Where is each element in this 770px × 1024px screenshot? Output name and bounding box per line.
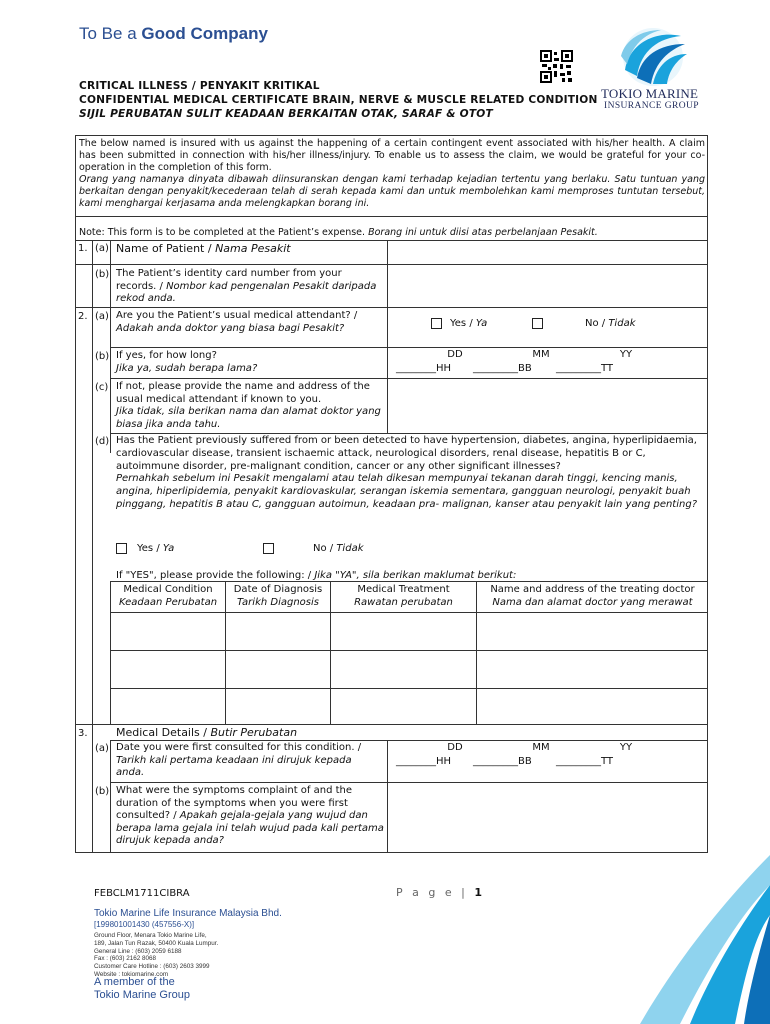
q2a-no-checkbox[interactable]: [532, 318, 543, 329]
ic-number-field[interactable]: [390, 266, 706, 306]
table-row[interactable]: [111, 689, 707, 723]
q3a-tag: (a): [95, 743, 109, 754]
col-medical-condition: Medical Condition Keadaan Perubatan: [118, 584, 218, 608]
q3a-day-field[interactable]: ________HH: [396, 756, 452, 767]
q2c-label: If not, please provide the name and address of the usual medical attendant if known to you. Jika tidak, sila berikan nama dan alamat doktor yang biasa jika anda tahu.: [116, 381, 381, 430]
col-treating-doctor: Name and address of the treating doctor Nama dan alamat doctor yang merawat: [490, 584, 695, 608]
q2b-day-field[interactable]: ________HH: [396, 363, 452, 374]
q3a-label: Date you were first consulted for this condition. / Tarikh kali pertama keadaan ini dirujuk kepada anda.: [116, 742, 362, 778]
q2a-yes-label: Yes / Ya: [450, 318, 488, 329]
member-of-group: A member of the Tokio Marine Group: [94, 976, 190, 1001]
q2a-yes-checkbox[interactable]: [431, 318, 442, 329]
q3a-yy-label: YY: [619, 742, 633, 753]
q3-number: 3.: [78, 728, 88, 739]
col-date-of-diagnosis: Date of Diagnosis Tarikh Diagnosis: [233, 584, 323, 608]
company-address: Ground Floor, Menara Tokio Marine Life, 189, Jalan Tun Razak, 50400 Kuala Lumpur. General Line : (603) 2059 6188 Fax : (603) 2162 8068 Customer Care Hotline : (603) 2603 3999 Website : tokiomarine.com: [94, 932, 219, 978]
q2-number: 2.: [78, 311, 88, 322]
note: Note: This form is to be completed at the Patient’s expense. Borang ini untuk diisi atas perbelanjaan Pesakit.: [79, 227, 598, 238]
q1-number: 1.: [78, 243, 88, 254]
intro-ms: Orang yang namanya dinyata dibawah diinsuranskan dengan kami terhadap kejadian tertentu yang berlaku. Satu tuntuan yang berkaitan dengan penyakit/kecederaan telah di serah kepada kami dan untuk membolehkan kami memproses tuntutan tersebut, kami menghargai kerjasama anda melengkapkan borang ini.: [79, 174, 705, 209]
logo-subtitle: INSURANCE GROUP: [604, 101, 699, 111]
q2b-label: If yes, for how long? Jika ya, sudah berapa lama?: [116, 350, 258, 374]
q3b-tag: (b): [95, 786, 110, 797]
form-title: CRITICAL ILLNESS / PENYAKIT KRITIKAL: [79, 80, 320, 92]
q3b-label: What were the symptoms complaint of and the duration of the symptoms when you were first consulted? / Apakah gejala-gejala yang wujud dan berapa lama gejala ini telah wujud pada kali pertama dirujuk kepada anda?: [116, 785, 384, 846]
q2c-tag: (c): [95, 382, 109, 393]
intro-text: [79, 138, 705, 210]
tagline: To Be a Good Company: [79, 24, 268, 43]
q3a-dd-label: DD: [447, 742, 463, 753]
q2b-yy-label: YY: [619, 349, 633, 360]
company-name: Tokio Marine Life Insurance Malaysia Bhd.: [94, 908, 282, 919]
q2d-yes-label: Yes / Ya: [137, 543, 175, 554]
q2d-no-checkbox[interactable]: [263, 543, 274, 554]
page-number: P a g e | 1: [396, 886, 485, 899]
q2a-label: Are you the Patient’s usual medical attendant? / Adakah anda doktor yang biasa bagi Pesakit?: [116, 310, 358, 334]
form-subtitle-ms: SIJIL PERUBATAN SULIT KEADAAN BERKAITAN OTAK, SARAF & OTOT: [79, 108, 493, 120]
q2d-tag: (d): [95, 436, 110, 447]
decorative-wave-icon: [640, 855, 770, 1024]
if-yes-instruction: If "YES", please provide the following: / Jika "YA", sila berikan maklumat berikut:: [116, 570, 517, 581]
q2a-no-label: No / Tidak: [585, 318, 636, 329]
q2b-mm-label: MM: [532, 349, 550, 360]
symptoms-field[interactable]: [390, 784, 706, 852]
form-subtitle-en: CONFIDENTIAL MEDICAL CERTIFICATE BRAIN, NERVE & MUSCLE RELATED CONDITION: [79, 94, 598, 106]
q2b-year-field[interactable]: _________TT: [556, 363, 614, 374]
intro-en: The below named is insured with us against the happening of a certain contingent event associated with his/her health. A claim has been submitted in connection with his/her illness/injury. To enable us to assess the claim, we would be grateful for your co-operation in the completion of this form.: [79, 138, 705, 173]
q2d-no-label: No / Tidak: [313, 543, 364, 554]
q1b-tag: (b): [95, 269, 110, 280]
q2d-label: Has the Patient previously suffered from or been detected to have hypertension, diabetes, angina, hyperlipidaemia, cardiovascular disease, transient ischaemic attack, neurological disorders, renal disease, hepatitis B or C, autoimmune disorder, pre-malignant condition, cancer or any other significant illnesses? Pernahkah sebelum ini Pesakit mengalami atau telah dikesan mempunyai tekanan darah tinggi, kencing manis, angina, hiperlipidemia, penyakit kardiovaskular, serangan iskemia sementara, gangguan neurologi, penyakit buah pinggang, hepatitis B atau C, gangguan autoimun, keadaan pra- malignan, kanser atau penyakit lain yang penting?: [116, 435, 698, 510]
table-row[interactable]: [111, 651, 707, 687]
qr-code-icon: [540, 50, 573, 83]
q2a-tag: (a): [95, 311, 109, 322]
q3-title: Medical Details / Butir Perubatan: [116, 726, 298, 739]
q1a-label: Name of Patient / Nama Pesakit: [116, 242, 291, 255]
usual-attendant-field[interactable]: [390, 380, 706, 432]
q3a-month-field[interactable]: _________BB: [473, 756, 532, 767]
tokio-marine-logo-icon: [615, 26, 691, 88]
q2b-tag: (b): [95, 351, 110, 362]
company-registration: [199801001430 (457556-X)]: [94, 920, 195, 929]
q1a-tag: (a): [95, 243, 109, 254]
q3a-mm-label: MM: [532, 742, 550, 753]
logo-name: TOKIO MARINE: [601, 86, 699, 101]
patient-name-field[interactable]: [390, 242, 706, 263]
q1b-label: The Patient’s identity card number from your records. / Nombor kad pengenalan Pesakit daripada rekod anda.: [116, 268, 377, 304]
col-medical-treatment: Medical Treatment Rawatan perubatan: [354, 584, 453, 608]
q2b-month-field[interactable]: _________BB: [473, 363, 532, 374]
q2b-dd-label: DD: [447, 349, 463, 360]
q2d-yes-checkbox[interactable]: [116, 543, 127, 554]
q3a-year-field[interactable]: _________TT: [556, 756, 614, 767]
table-row[interactable]: [111, 613, 707, 649]
form-code: FEBCLM1711CIBRA: [94, 888, 190, 899]
